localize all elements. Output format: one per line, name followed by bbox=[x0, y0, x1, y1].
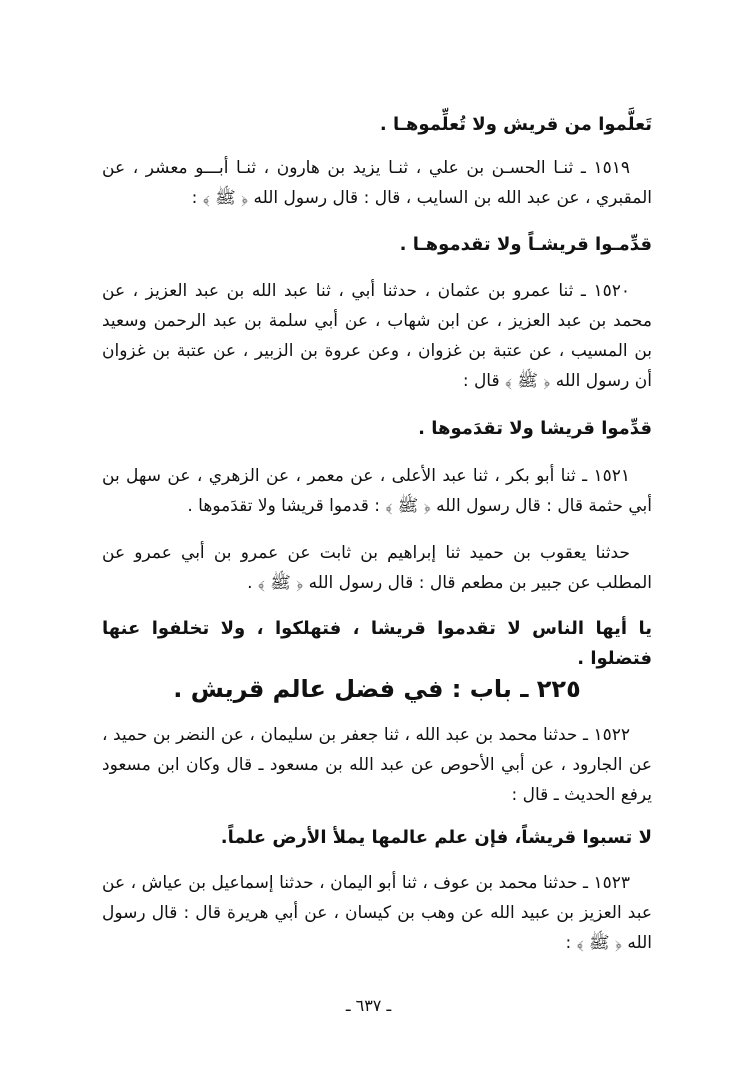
hadith-chain-1521-alt: حدثنا يعقوب بن حميد ثنا إبراهيم بن ثابت عن عمرو بن أبي عمرو عن المطلب عن جبير بن مطعم قال : قال رسول الله ﴿ ﷺ ﴾ . bbox=[102, 543, 652, 593]
hadith-chain-1521: ١٥٢١ ـ ثنا أبو بكر ، ثنا عبد الأعلى ، عن معمر ، عن الزهري ، عن سهل بن أبي حثمة قال : قال رسول الله ﴿ ﷺ ﴾ : قدموا قريشا ولا تقدَموها . bbox=[102, 466, 652, 516]
prophetic-saying-text: قدِّموا قريشا ولا تقدَموها . bbox=[418, 418, 652, 439]
chapter-heading: ٢٢٥ ـ باب : في فضل عالم قريش . bbox=[173, 675, 581, 703]
hadith-chain-1520: ١٥٢٠ ـ ثنا عمرو بن عثمان ، حدثنا أبي ، ثنا عبد الله بن عبد العزيز ، عن محمد بن عبد العزيز ، عن ابن شهاب ، عن أبي سلمة بن عبد الرحمن وسعيد بن المسيب ، عن عتبة بن غزوان ، وعن عروة بن الزبير ، عن عتبة بن غزوان أن رسول الله ﴿ ﷺ ﴾ قال : bbox=[102, 281, 652, 391]
hadith-chain-1523: ١٥٢٣ ـ حدثنا محمد بن عوف ، ثنا أبو اليمان ، حدثنا إسماعيل بن عياش ، عن عبد العزيز بن عبيد الله عن وهب بن كيسان ، عن أبي هريرة قال : قال رسول الله ﴿ ﷺ ﴾ : bbox=[102, 873, 652, 953]
page-number: ـ ٦٣٧ ـ bbox=[345, 996, 392, 1015]
prophetic-saying-text: لا تسبوا قريشاً، فإن علم عالمها يملأ الأرض علماً. bbox=[220, 827, 652, 848]
prophetic-saying-text: قدِّمـوا قريشـاً ولا تقدموهـا . bbox=[399, 234, 652, 255]
prophetic-saying-text: تَعلَّموا من قريش ولا تُعلِّموهـا . bbox=[379, 114, 652, 135]
prophetic-saying-text: يا أيها الناس لا تقدموا قريشا ، فتهلكوا ، ولا تخلفوا عنها فتضلوا . bbox=[102, 618, 652, 669]
hadith-chain-1522: ١٥٢٢ ـ حدثنا محمد بن عبد الله ، ثنا جعفر بن سليمان ، عن النضر بن حميد ، عن الجارود ، عن أبي الأحوص عن عبد الله بن مسعود ـ قال وكان ابن مسعود يرفع الحديث ـ قال : bbox=[102, 725, 652, 805]
hadith-chain-1519: ١٥١٩ ـ ثنـا الحسـن بن علي ، ثنـا يزيد بن هارون ، ثنـا أبـــو معشر ، عن المقبري ، عن عبد الله بن السايب ، قال : قال رسول الله ﴿ ﷺ ﴾ : bbox=[102, 158, 652, 208]
